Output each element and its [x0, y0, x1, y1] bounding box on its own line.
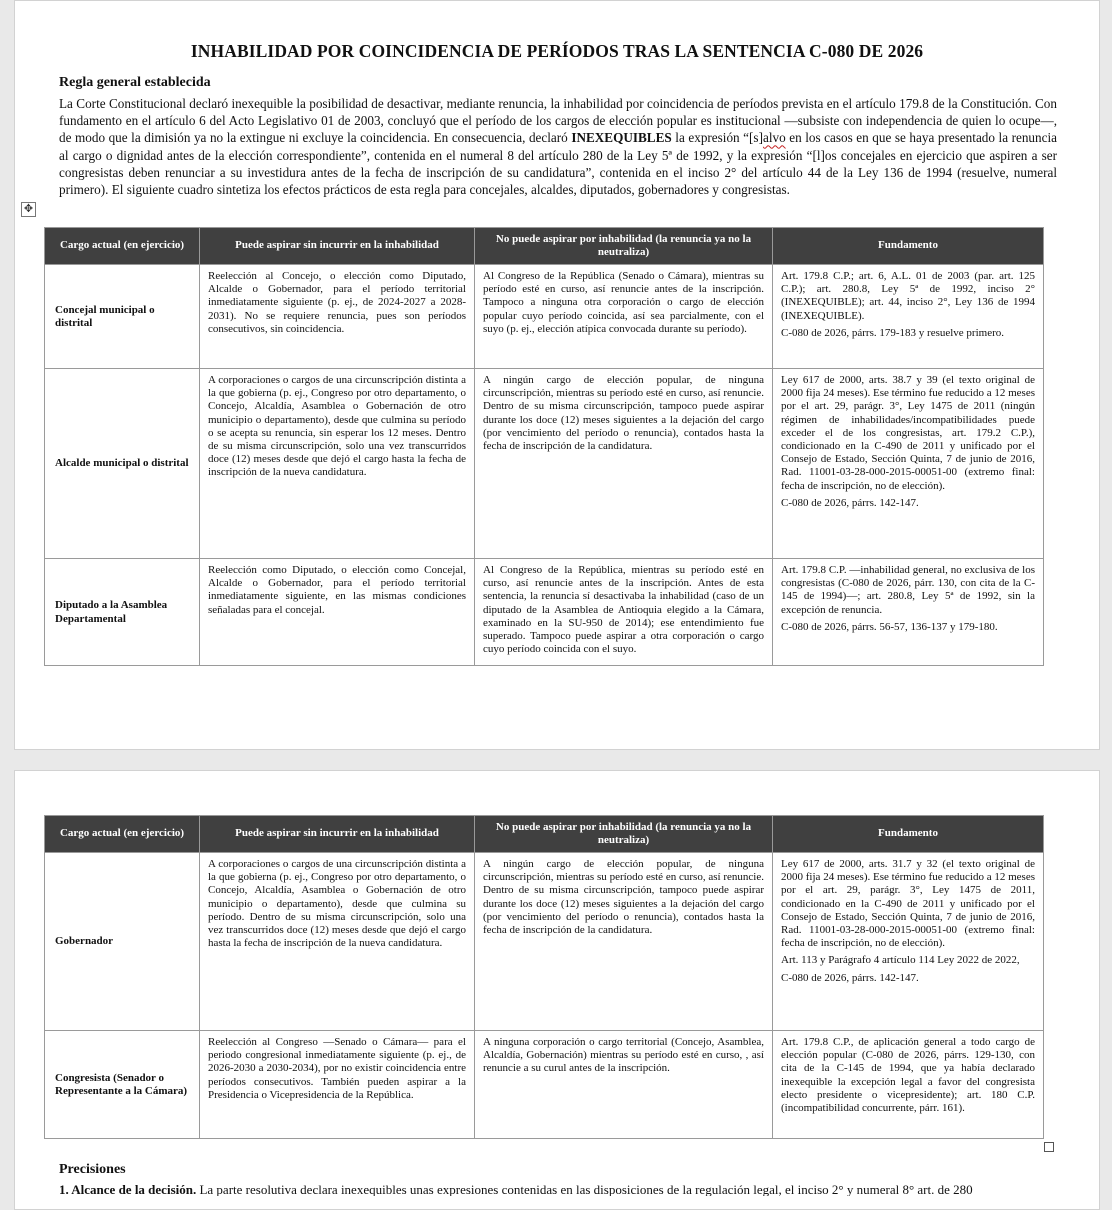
cell-cargo: Concejal municipal o distrital — [45, 265, 200, 369]
cell-puede: Reelección al Concejo, o elección como Diputado, Alcalde o Gobernador, para el período territorial inmediatamente siguiente (p. ej., de 2024-2027 a 2028-2031). No se requiere renuncia, pues son períodos consecutivos, sin coincidencia. — [200, 265, 475, 369]
table-row — [45, 853, 1044, 1031]
cell-fundamento — [773, 853, 1044, 1031]
effects-table-page-1 — [44, 227, 1044, 666]
precisiones-first-line — [59, 1184, 1057, 1196]
header-cargo: Cargo actual (en ejercicio) — [45, 816, 200, 853]
cell-puede: Reelección como Diputado, o elección como Concejal, Alcalde o Gobernador, para el período territorial inmediatamente siguiente, en las mismas condiciones señaladas para el concejal. — [200, 559, 475, 666]
document-title: INHABILIDAD POR COINCIDENCIA DE PERÍODOS TRAS LA SENTENCIA C-080 DE 2026 — [190, 41, 924, 61]
cell-puede: A corporaciones o cargos de una circunscripción distinta a la que gobierna (p. ej., Congreso por otro departamento, o Concejo, Alcaldía, Asamblea o Gobernación de otro municipio o departamento), desde que culmina su período o se acepta su renuncia, sin esperar los 12 meses. Dentro de su misma circunscripción, solo una vez transcurridos doce (12) meses desde que dejó el cargo hasta la fecha de inscripción de la nueva candidatura. — [200, 369, 475, 559]
fundamento-paragraph: Ley 617 de 2000, arts. 31.7 y 32 (el texto original de 2000 fija 24 meses). Ese término fue reducido a 12 meses por el art. 29, parágr. 3°, Ley 1475 de 2011, condicionado en la C-490 de 2011 y unificado por el Consejo de Estado, Sección Quinta, 7 de junio de 2016, Rad. 11001-03-28-000-2015-00051-00 (extremo final: fecha de inscripción, no de elección). — [781, 858, 1035, 950]
section-heading: Regla general establecida — [59, 75, 211, 90]
cell-cargo: Diputado a la Asamblea Departamental — [45, 559, 200, 666]
header-puede: Puede aspirar sin incurrir en la inhabilidad — [200, 228, 475, 265]
cell-fundamento — [773, 369, 1044, 559]
precision-text: La parte resolutiva declara inexequibles unas expresiones contenidas en las disposiciones de la regulación legal, el inciso 2° y numeral 8° art. de 280 — [196, 1184, 973, 1196]
table-row — [45, 369, 1044, 559]
intro-bold-term: INEXEQUIBLES — [571, 130, 672, 146]
cell-no-puede: A ningún cargo de elección popular, de ninguna circunscripción, mientras su período esté en curso, así renuncie. Dentro de su misma circunscripción, tampoco puede aspirar durante los doce (12) meses siguientes a la dejación del cargo (por vencimiento del período o renuncia), contados hasta la fecha de inscripción de la candidatura. — [475, 369, 773, 559]
header-cargo: Cargo actual (en ejercicio) — [45, 228, 200, 265]
intro-paragraph — [59, 95, 1057, 198]
cell-no-puede: Al Congreso de la República (Senado o Cámara), mientras su período esté en curso, así renuncie antes de la inscripción. Tampoco a ninguna otra corporación o cargo de elección popular cuyo período coincida, así sea parcialmente, con el suyo (p. ej., elección atípica convocada durante su período). — [475, 265, 773, 369]
cell-no-puede: A ningún cargo de elección popular, de ninguna circunscripción, mientras su período esté en curso, así renuncie. Dentro de su misma circunscripción, tampoco puede aspirar durante los doce (12) meses siguientes a la dejación del cargo (por vencimiento del período o renuncia), contados hasta la fecha de inscripción de la candidatura. — [475, 853, 773, 1031]
header-no-puede: No puede aspirar por inhabilidad (la renuncia ya no la neutraliza) — [475, 816, 773, 853]
header-fundamento: Fundamento — [773, 228, 1044, 265]
fundamento-paragraph: C-080 de 2026, párrs. 142-147. — [781, 971, 919, 984]
table-header-row — [45, 228, 1044, 265]
intro-text-1: La Corte Constitucional declaró inexequible la posibilidad de desactivar, mediante renuncia, la inhabilidad por coincidencia de períodos prevista en el artículo 179.8 de la Constitución. Con fundamento en el artículo 6 del Acto Legislativo 01 de 2003, concluyó que el período de los cargos de elección popular es institucional —subsiste con independencia de quien lo ocupe—, de modo que la dimisión ya no la extingue ni excluye la coincidencia. En consecuencia, declaró — [59, 96, 1057, 146]
intro-text-2: la expresión “[s] — [671, 130, 763, 146]
header-no-puede: No puede aspirar por inhabilidad (la renuncia ya no la neutraliza) — [475, 228, 773, 265]
header-fundamento: Fundamento — [773, 816, 1044, 853]
fundamento-paragraph: C-080 de 2026, párrs. 179-183 y resuelve primero. — [781, 326, 1005, 339]
precision-number: 1. Alcance de la decisión. — [59, 1184, 197, 1196]
cell-cargo: Alcalde municipal o distrital — [45, 369, 200, 559]
fundamento-paragraph: Ley 617 de 2000, arts. 38.7 y 39 (el texto original de 2000 fija 24 meses). Ese término fue reducido a 12 meses por el art. 29, parágr. 3°, Ley 1475 de 2011 (ningún régimen de inhabilidades/incompatibilidades puede exceder el de los congresistas, art. 179.2 C.P.), condicionado en la C-490 de 2011 y unificado por el Consejo de Estado, Sección Quinta, 7 de junio de 2016, Rad. 11001-03-28-000-2015-00051-00 (extremo final: fecha de inscripción, no de elección). — [781, 374, 1035, 492]
cell-no-puede: Al Congreso de la República, mientras su período esté en curso, así renuncie antes de la inscripción. Antes de esta sentencia, la renuncia sí desactivaba la inhabilidad (caso de un diputado de la Asamblea de Antioquia elegido a la Cámara, examinado en la SU-950 de 2014); ese entendimiento fue superado. Tampoco puede aspirar a otra corporación o cargo cuyo período coincida con el suyo. — [475, 559, 773, 666]
header-puede: Puede aspirar sin incurrir en la inhabilidad — [200, 816, 475, 853]
fundamento-paragraph: C-080 de 2026, párrs. 142-147. — [781, 496, 919, 509]
precisiones-heading: Precisiones — [59, 1162, 126, 1177]
cell-puede: A corporaciones o cargos de una circunscripción distinta a la que gobierna (p. ej., Congreso por otro departamento, o Concejo, Alcaldía, Asamblea o Gobernación de otro municipio o departamento), desde que culmina su período. Dentro de su misma circunscripción, solo una vez transcurridos doce (12) meses desde que dejó el cargo hasta la fecha de inscripción de la nueva candidatura. — [200, 853, 475, 1031]
table-row — [45, 1031, 1044, 1139]
table-row — [45, 559, 1044, 666]
fundamento-paragraph: Art. 113 y Parágrafo 4 artículo 114 Ley 2022 de 2022, — [781, 954, 1020, 967]
cell-puede: Reelección al Congreso —Senado o Cámara— para el periodo congresional inmediatamente siguiente (p. ej., de 2026-2030 a 2030-2034), por no existir coincidencia entre períodos consecutivos. También pueden aspirar a la Presidencia o Vicepresidencia de la República. — [200, 1031, 475, 1139]
cell-fundamento — [773, 1031, 1044, 1139]
cell-fundamento — [773, 559, 1044, 666]
cell-fundamento — [773, 265, 1044, 369]
table-resize-handle[interactable] — [1044, 1142, 1054, 1152]
fundamento-paragraph: Art. 179.8 C.P., de aplicación general a todo cargo de elección popular (C-080 de 2026, párrs. 129-130, con cita de la C-145 de 1994, que ya había declarado inexequible la excepción legal a favor del congresista electo presidente o vicepresidente); art. 180 C.P. (incompatibilidad concurrente, párr. 161). — [781, 1036, 1035, 1115]
fundamento-paragraph: C-080 de 2026, párrs. 56-57, 136-137 y 179-180. — [781, 620, 998, 633]
effects-table-page-2 — [44, 815, 1044, 1139]
table-move-handle-icon[interactable]: ✥ — [21, 202, 36, 217]
cell-no-puede: A ninguna corporación o cargo territorial (Concejo, Asamblea, Alcaldía, Gobernación) mientras su período esté en curso, , así renuncie a su curul antes de la inscripción. — [475, 1031, 773, 1139]
intro-text-3: en los casos en que se haya presentado la renuncia al cargo o dignidad antes de la elección correspondiente”, contenida en el numeral 8 del artículo 280 de la Ley 5ª de 1992, y la expresión “[l]os concejales en ejercicio que aspiren a ser congresistas deben renunciar a su investidura antes de la fecha de inscripción de su candidatura”, contenida en el inciso 2° del artículo 44 de la Ley 136 de 1994 (resuelve, numeral primero). El siguiente cuadro sintetiza los efectos prácticos de esta regla para concejales, alcaldes, diputados, gobernadores y congresistas. — [59, 130, 1057, 198]
spellcheck-underlined-word: alvo — [762, 130, 786, 146]
cell-cargo: Gobernador — [45, 853, 200, 1031]
fundamento-paragraph: Art. 179.8 C.P.; art. 6, A.L. 01 de 2003 (par. art. 125 C.P.); art. 280.8, Ley 5ª de 1992, inciso 2° (INEXEQUIBLE); art. 44, inciso 2°, Ley 136 de 1994 (INEXEQUIBLE). — [781, 270, 1035, 322]
table-row — [45, 265, 1044, 369]
table-header-row — [45, 816, 1044, 853]
cell-cargo: Congresista (Senador o Representante a la Cámara) — [45, 1031, 200, 1139]
fundamento-paragraph: Art. 179.8 C.P. —inhabilidad general, no exclusiva de los congresistas (C-080 de 2026, párr. 130, con cita de la C-145 de 1994)—; art. 280.8, Ley 5ª de 1992, sin la excepción de renuncia. — [781, 564, 1035, 616]
